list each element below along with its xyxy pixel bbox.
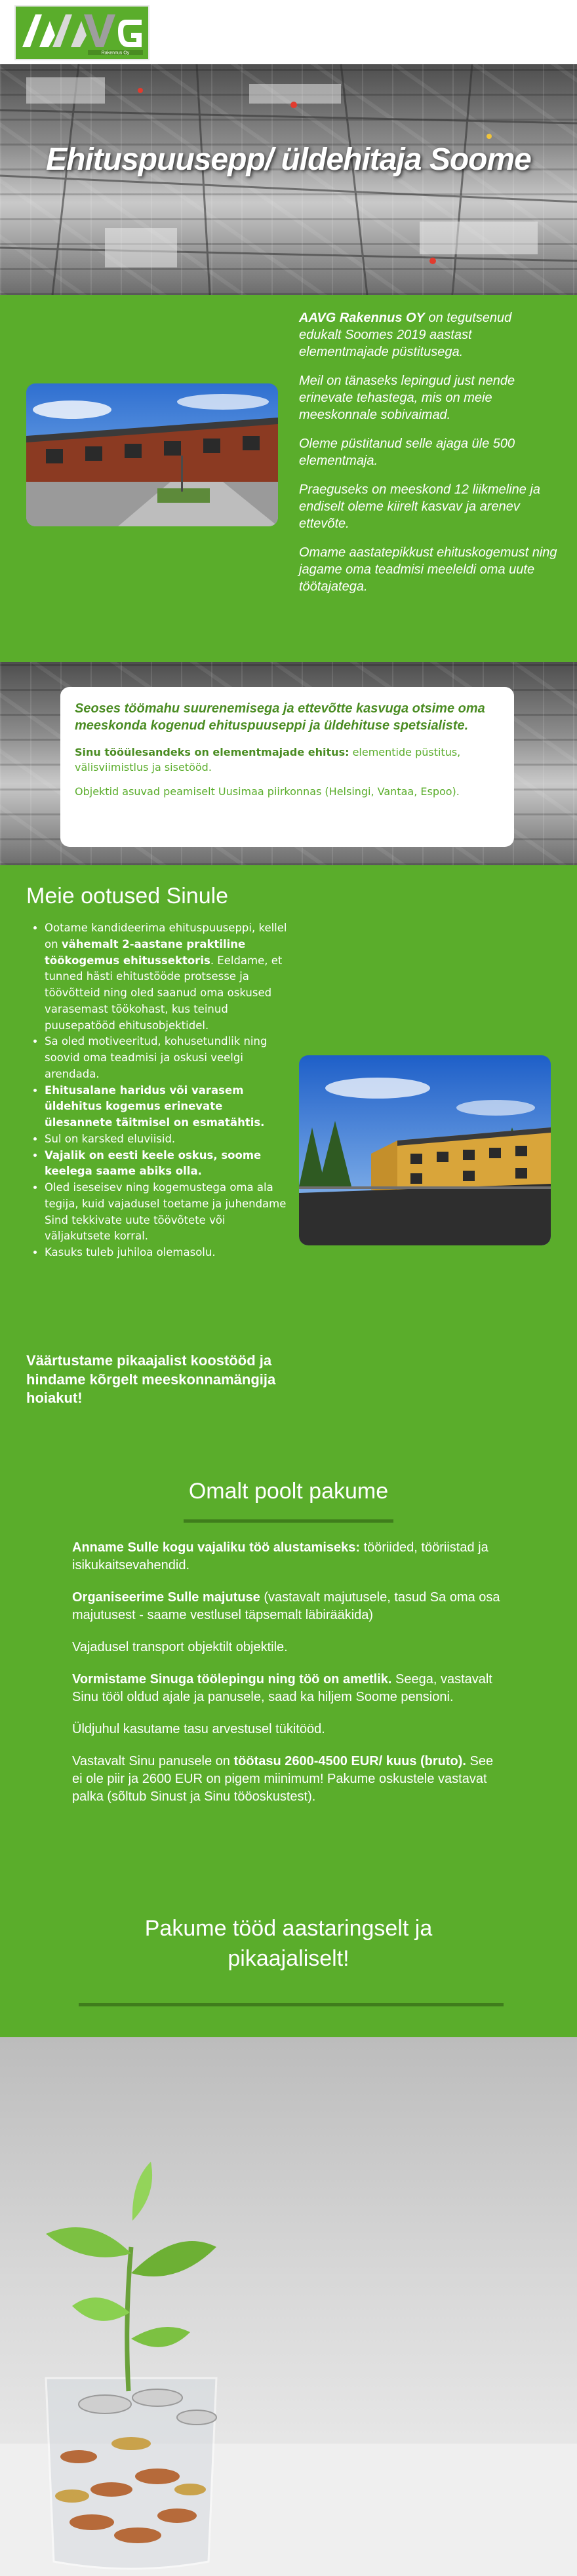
intro-paragraph-3: Oleme püstitanud selle ajaga üle 500 elementmaja. bbox=[299, 437, 515, 468]
offer-item: Üldjuhul kasutame tasu arvestusel tükitööd. bbox=[72, 1722, 325, 1736]
expectations-closing: Väärtustame pikaajalist koostööd ja hindame kõrgelt meeskonnamängija hoiakut! bbox=[26, 1352, 276, 1407]
offer-item: Anname Sulle kogu vajaliku töö alustamiseks: tööriided, tööriistad ja isikukaitsevahendid. bbox=[72, 1540, 488, 1572]
year-round-work-heading: Pakume tööd aastaringselt ja pikaajaliselt! bbox=[144, 1916, 433, 1971]
yellow-building-photo bbox=[299, 1055, 551, 1245]
expectations-title: Meie ootused Sinule bbox=[26, 884, 229, 908]
offer-item: Organiseerime Sulle majutuse (vastavalt majutusele, tasud Sa oma osa majutusest - saame vestlusel täpsemalt läbirääkida) bbox=[72, 1590, 500, 1622]
list-item: • Ehitusalane haridus või varasem üldehitus kogemus erinevate ülesannete täitmisel on esmatähtis. bbox=[45, 1083, 287, 1131]
offer-item: Vormistame Sinuga töölepingu ning töö on ametlik. Seega, vastavalt Sinu tööl oldud ajale ja panusele, saad ka hiljem Soome pensioni. bbox=[72, 1672, 492, 1704]
construction-site-photo bbox=[0, 64, 577, 295]
job-info-card bbox=[60, 687, 514, 847]
building-courtyard-photo bbox=[26, 383, 278, 526]
company-logo[interactable] bbox=[14, 5, 149, 60]
list-item: • Kasuks tuleb juhiloa olemasolu. bbox=[45, 1245, 287, 1261]
coin-jar-illustration bbox=[0, 2037, 577, 2576]
list-item: • Ootame kandideerima ehituspuuseppi, kellel on vähemalt 2-aastane praktiline töökogemus ehitussektoris. Eeldame, et tunned hästi ehitustööde protsesse ja töövõtteid ning oled saanud oma oskused varasemast töökohast, kus teinud puusepatööd ehitusobjektidel. bbox=[45, 920, 287, 1034]
intro-paragraph-1: AAVG Rakennus OY on tegutsenud edukalt Soomes 2019 aastast elementmajade püstitusega. bbox=[299, 311, 512, 359]
intro-paragraph-2: Meil on tänaseks lepingud just nende erinevate tehastega, mis on meie meeskonnale sobivaimad. bbox=[299, 374, 515, 422]
list-item: • Vajalik on eesti keele oskus, soome keelega saame abiks olla. bbox=[45, 1148, 287, 1181]
expectations-section bbox=[0, 865, 577, 1454]
offer-salary: Vastavalt Sinu panusele on töötasu 2600-4500 EUR/ kuus (bruto). See ei ole piir ja 2600 EUR on pigem miinimum! Pakume oskustele vastavat palka (sõltub Sinust ja Sinu tööoskustest). bbox=[72, 1754, 494, 1804]
offer-section bbox=[0, 1454, 577, 2037]
hero-title: Ehituspuusepp/ üldehitaja Soome bbox=[46, 142, 531, 177]
intro-paragraph-4: Praeguseks on meeskond 12 liikmeline ja endiselt oleme kiirelt kasvav ja arenev ettevõte. bbox=[299, 482, 540, 531]
offer-title: Omalt poolt pakume bbox=[188, 1479, 389, 1504]
logo-mark bbox=[16, 7, 148, 59]
intro-paragraph-5: Omame aastatepikkust ehituskogemust ning jagame oma teadmisi meeleldi oma uute töötajatega. bbox=[299, 545, 557, 594]
list-item: • Oled iseseisev ning kogemustega oma ala tegija, kuid vajadusel toetame ja juhendame Sind tekkivate uute töövõtete või väljakutsete korral. bbox=[45, 1180, 287, 1245]
job-info-band bbox=[0, 662, 577, 865]
job-info-lead: Seoses töömahu suurenemisega ja ettevõtte kasvuga otsime oma meeskonda kogenud ehituspuuseppi ja üldehituse spetsialiste. bbox=[75, 701, 485, 733]
svg-text:Rakennus Oy: Rakennus Oy bbox=[101, 50, 130, 56]
top-bar bbox=[0, 0, 577, 64]
bottom-divider bbox=[79, 2003, 504, 2006]
offer-list bbox=[72, 1539, 505, 1820]
company-name: AAVG Rakennus OY bbox=[299, 311, 425, 325]
coins-plant-photo bbox=[0, 2037, 577, 2576]
offer-divider bbox=[184, 1519, 393, 1523]
job-location: Objektid asuvad peamiselt Uusimaa piirkonnas (Helsingi, Vantaa, Espoo). bbox=[75, 785, 460, 798]
list-item: • Sa oled motiveeritud, kohusetundlik ning soovid oma teadmisi ja oskusi veelgi arendada. bbox=[45, 1034, 287, 1082]
job-tasks: Sinu tööülesandeks on elementmajade ehitus: elementide püstitus, välisviimistlus ja sisetööd. bbox=[75, 746, 461, 774]
expectations-list bbox=[31, 920, 287, 1261]
list-item: • Sul on karsked eluviisid. bbox=[45, 1131, 287, 1148]
intro-text bbox=[299, 309, 557, 607]
company-intro-section bbox=[0, 295, 577, 662]
hero-banner bbox=[0, 64, 577, 295]
offer-item: Vajadusel transport objektilt objektile. bbox=[72, 1640, 288, 1654]
